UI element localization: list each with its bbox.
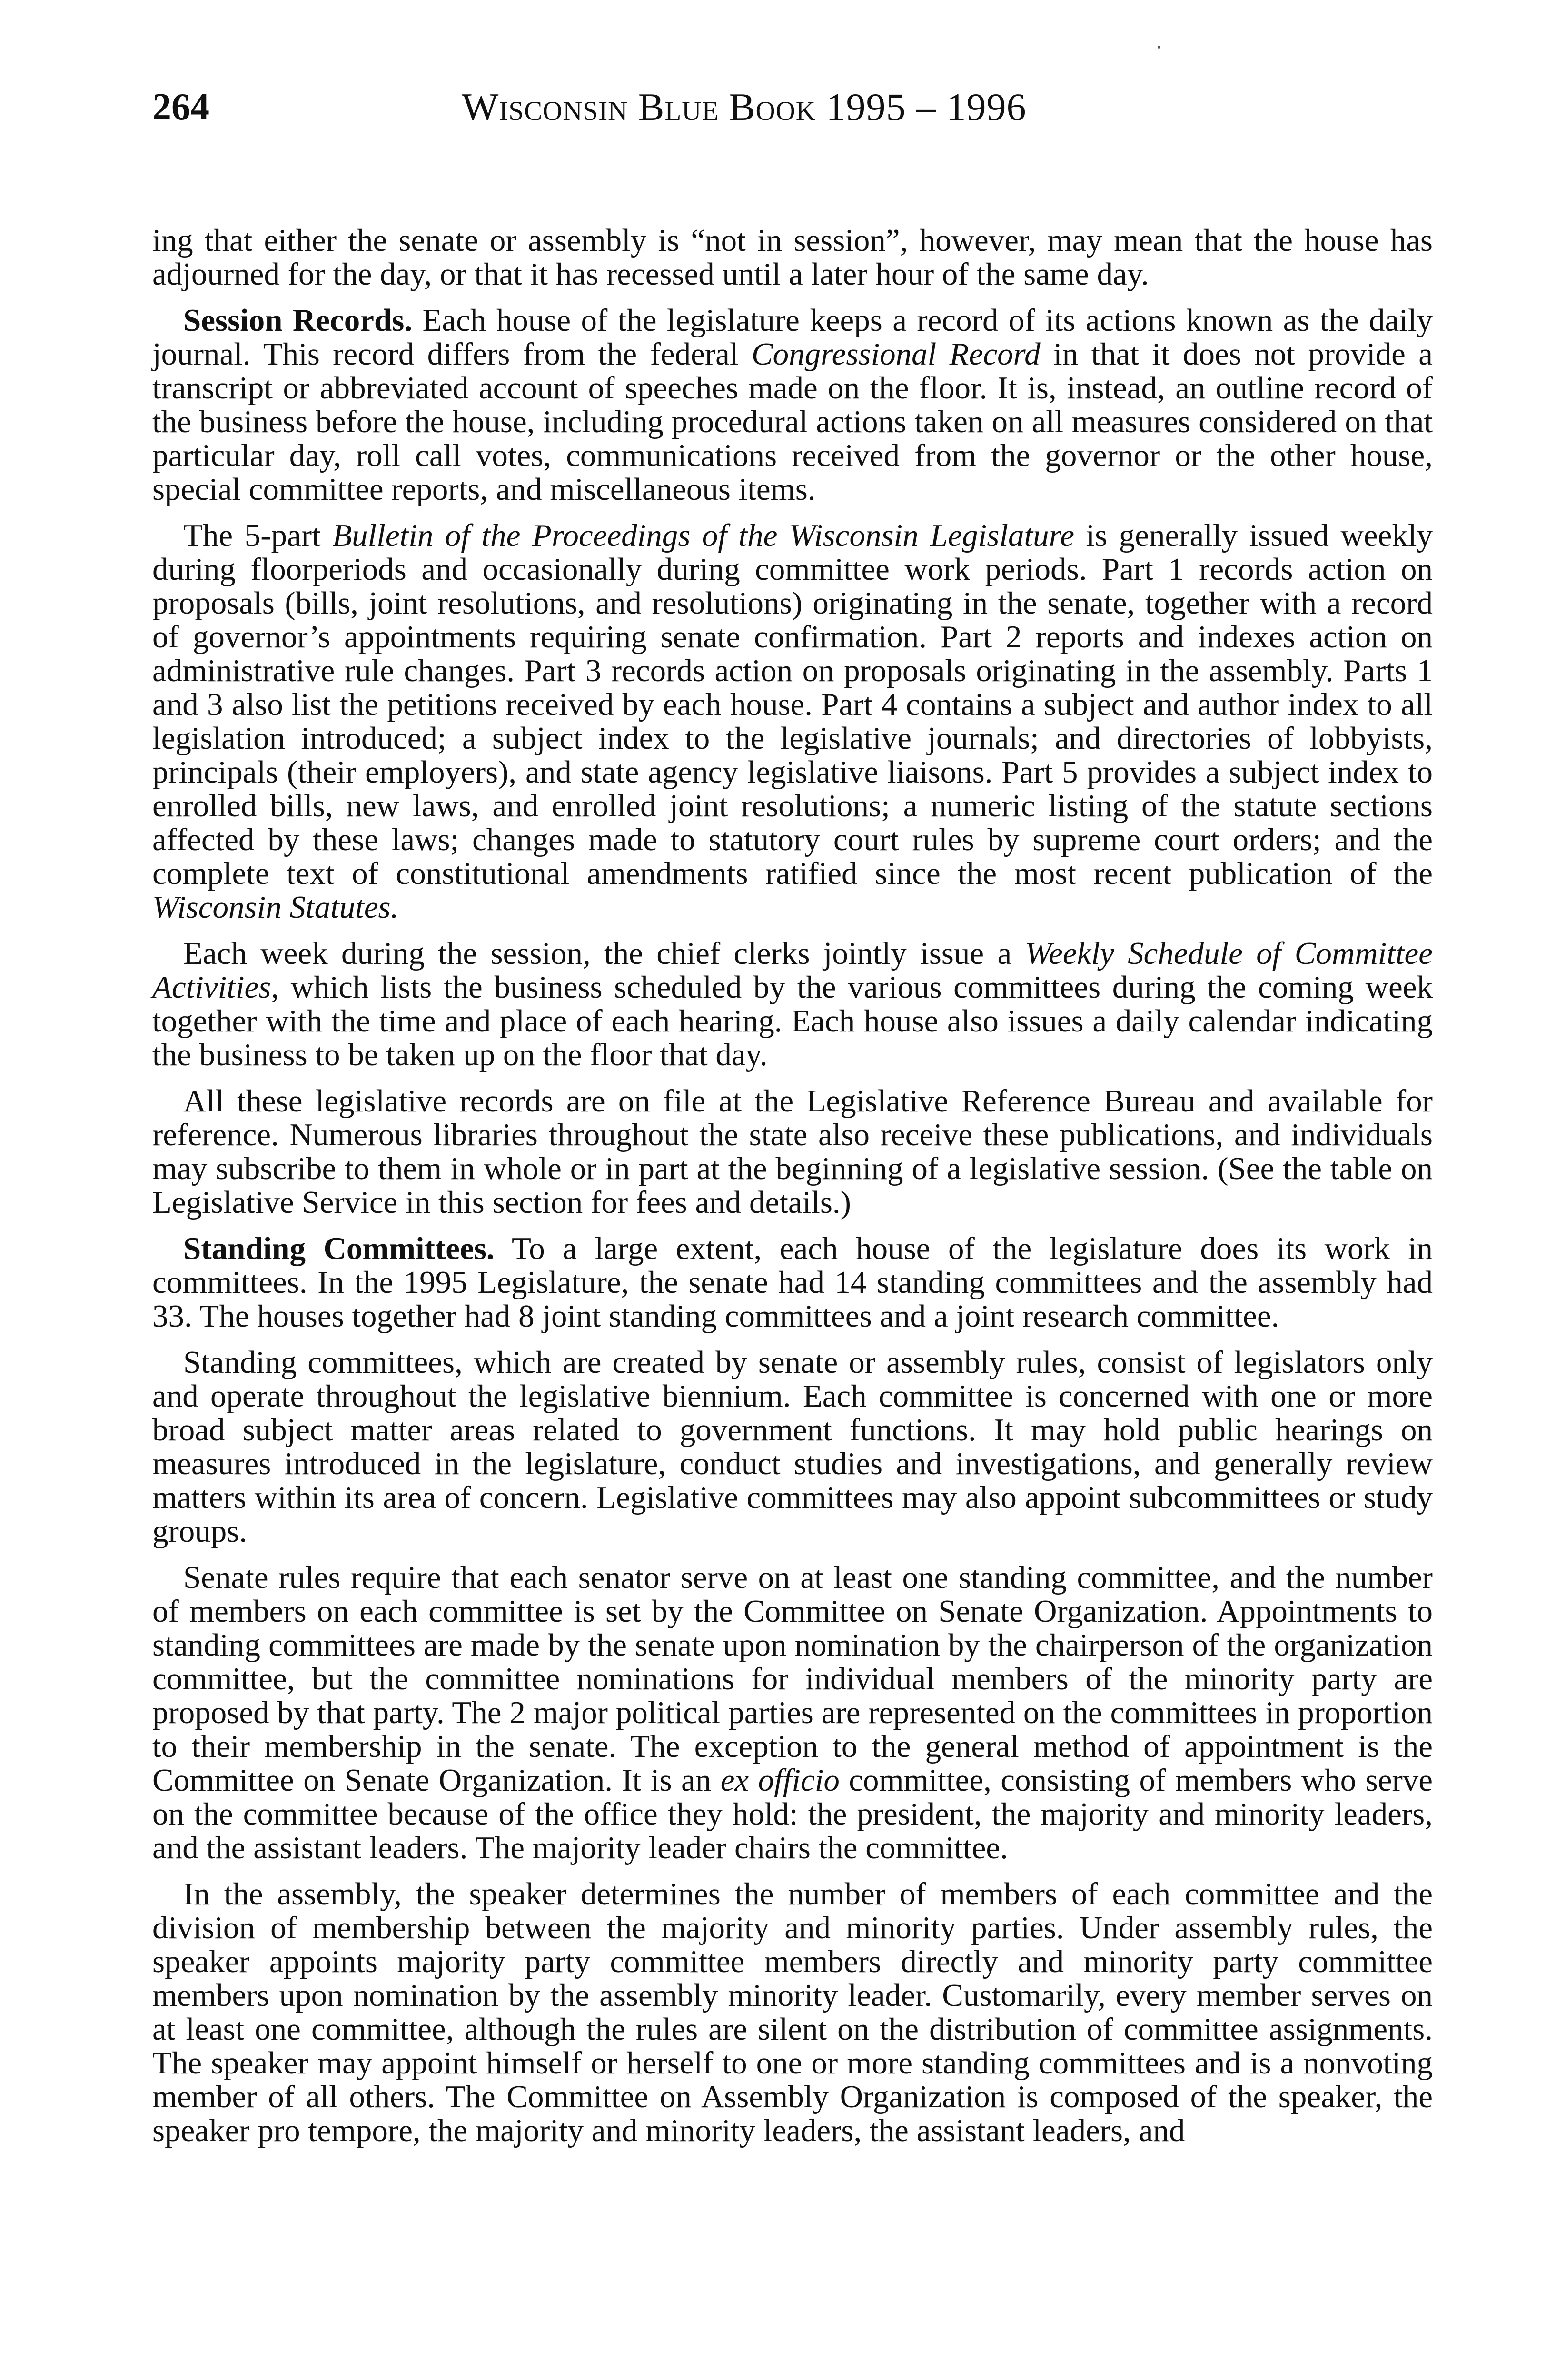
text-run: Standing committees, which are created by senate or assembly rules, consist of legislators only and operate throughout the legislative biennium. Each committee is concerned with one or more broad subject matter areas related to government functions. It may hold public hearings on measures introduced in the legislature, conduct studies and investigations, and generally review matters within its area of concern. Legislative committees may also appoint subcommittees or study groups. — [152, 1345, 1433, 1549]
body-paragraph — [152, 519, 1433, 924]
text-run: In the assembly, the speaker determines the number of members of each committee and the division of membership between the majority and minority parties. Under assembly rules, the speaker appoints majority party committee members directly and minority party committee members upon nomination by the assembly minority leader. Customarily, every member serves on at least one committee, although the rules are silent on the distribution of committee assignments. The speaker may appoint himself or herself to one or more standing committees and is a nonvoting member of all others. The Committee on Assembly Organization is composed of the speaker, the speaker pro tempore, the majority and minority leaders, the assistant leaders, and — [152, 1876, 1433, 2148]
page-header — [152, 81, 1437, 138]
text-run: Each week during the session, the chief clerks jointly issue a — [183, 936, 1025, 971]
run-in-heading: Session Records. — [183, 303, 413, 338]
body-paragraph — [152, 1232, 1433, 1333]
page-number: 264 — [152, 86, 209, 128]
text-run: The 5-part — [183, 518, 333, 553]
body-paragraph — [152, 1084, 1433, 1220]
body-paragraph — [152, 1877, 1433, 2148]
italic-title: Congressional Record — [751, 337, 1041, 372]
italic-title: ex officio — [720, 1763, 840, 1798]
running-head: Wisconsin Blue Book 1995 – 1996 — [462, 85, 1027, 129]
text-run: Senate rules require that each senator serve on at least one standing committee, and the number of members on each committee is set by the Committee on Senate Organization. Appointments to standing committees are made by the senate upon nomination by the chairperson of the organization committee, but the committee nominations for individual members of the minority party are proposed by that party. The 2 major political parties are represented on the committees in proportion to their membership in the senate. The exception to the general method of appointment is the Committee on Senate Organization. It is an — [152, 1560, 1433, 1798]
italic-title: Bulletin of the Proceedings of the Wisconsin Legislature — [332, 518, 1074, 553]
text-run: Each house of the legislature keeps a record of its actions known as the daily journal. This record differs from the federal — [152, 303, 1433, 372]
text-run: is generally issued weekly during floorperiods and occasionally during committee work periods. Part 1 records action on proposals (bills, joint resolutions, and resolutions) originating in the senate, together with a record of governor’s appointments requiring senate confirmation. Part 2 reports and indexes action on administrative rule changes. Part 3 records action on proposals originating in the assembly. Parts 1 and 3 also list the petitions received by each house. Part 4 contains a subject and author index to all legislation introduced; a subject index to the legislative journals; and directories of lobbyists, principals (their employers), and state agency legislative liaisons. Part 5 provides a subject index to enrolled bills, new laws, and enrolled joint resolutions; a numeric listing of the statute sections affected by these laws; changes made to statutory court rules by supreme court orders; and the complete text of constitutional amendments ratified since the most recent publication of the — [152, 518, 1433, 891]
text-run: , which lists the business scheduled by the various committees during the coming week together with the time and place of each hearing. Each house also issues a daily calendar indicating the business to be taken up on the floor that day. — [152, 970, 1433, 1072]
body-text — [152, 224, 1433, 2160]
text-run: To a large extent, each house of the legislature does its work in committees. In the 1995 Legislature, the senate had 14 standing committees and the assembly had 33. The houses together had 8 joint standing committees and a joint research committee. — [152, 1231, 1433, 1334]
body-paragraph — [152, 304, 1433, 506]
text-run: ing that either the senate or assembly is “not in session”, however, may mean that the house has adjourned for the day, or that it has recessed until a later hour of the same day. — [152, 223, 1433, 292]
body-paragraph — [152, 1346, 1433, 1548]
text-run: committee, consisting of members who serve on the committee because of the office they hold: the president, the majority and minority leaders, and the assistant leaders. The majority leader chairs the committee. — [152, 1763, 1433, 1865]
text-run: in that it does not provide a transcript or abbreviated account of speeches made on the floor. It is, instead, an outline record of the business before the house, including procedural actions taken on all measures considered on that particular day, roll call votes, communications received from the governor or the other house, special committee reports, and miscellaneous items. — [152, 337, 1433, 507]
body-paragraph — [152, 224, 1433, 291]
italic-title: Weekly Schedule of Committee Activities — [152, 936, 1433, 1005]
italic-title: Wisconsin Statutes. — [152, 890, 399, 925]
run-in-heading: Standing Committees. — [183, 1231, 495, 1266]
body-paragraph — [152, 1561, 1433, 1865]
text-run: All these legislative records are on file at the Legislative Reference Bureau and available for reference. Numerous libraries throughout the state also receive these publications, and individuals may subscribe to them in whole or in part at the beginning of a legislative session. (See the table on Legislative Service in this section for fees and details.) — [152, 1083, 1433, 1220]
body-paragraph — [152, 937, 1433, 1072]
scan-speck — [1158, 46, 1160, 49]
